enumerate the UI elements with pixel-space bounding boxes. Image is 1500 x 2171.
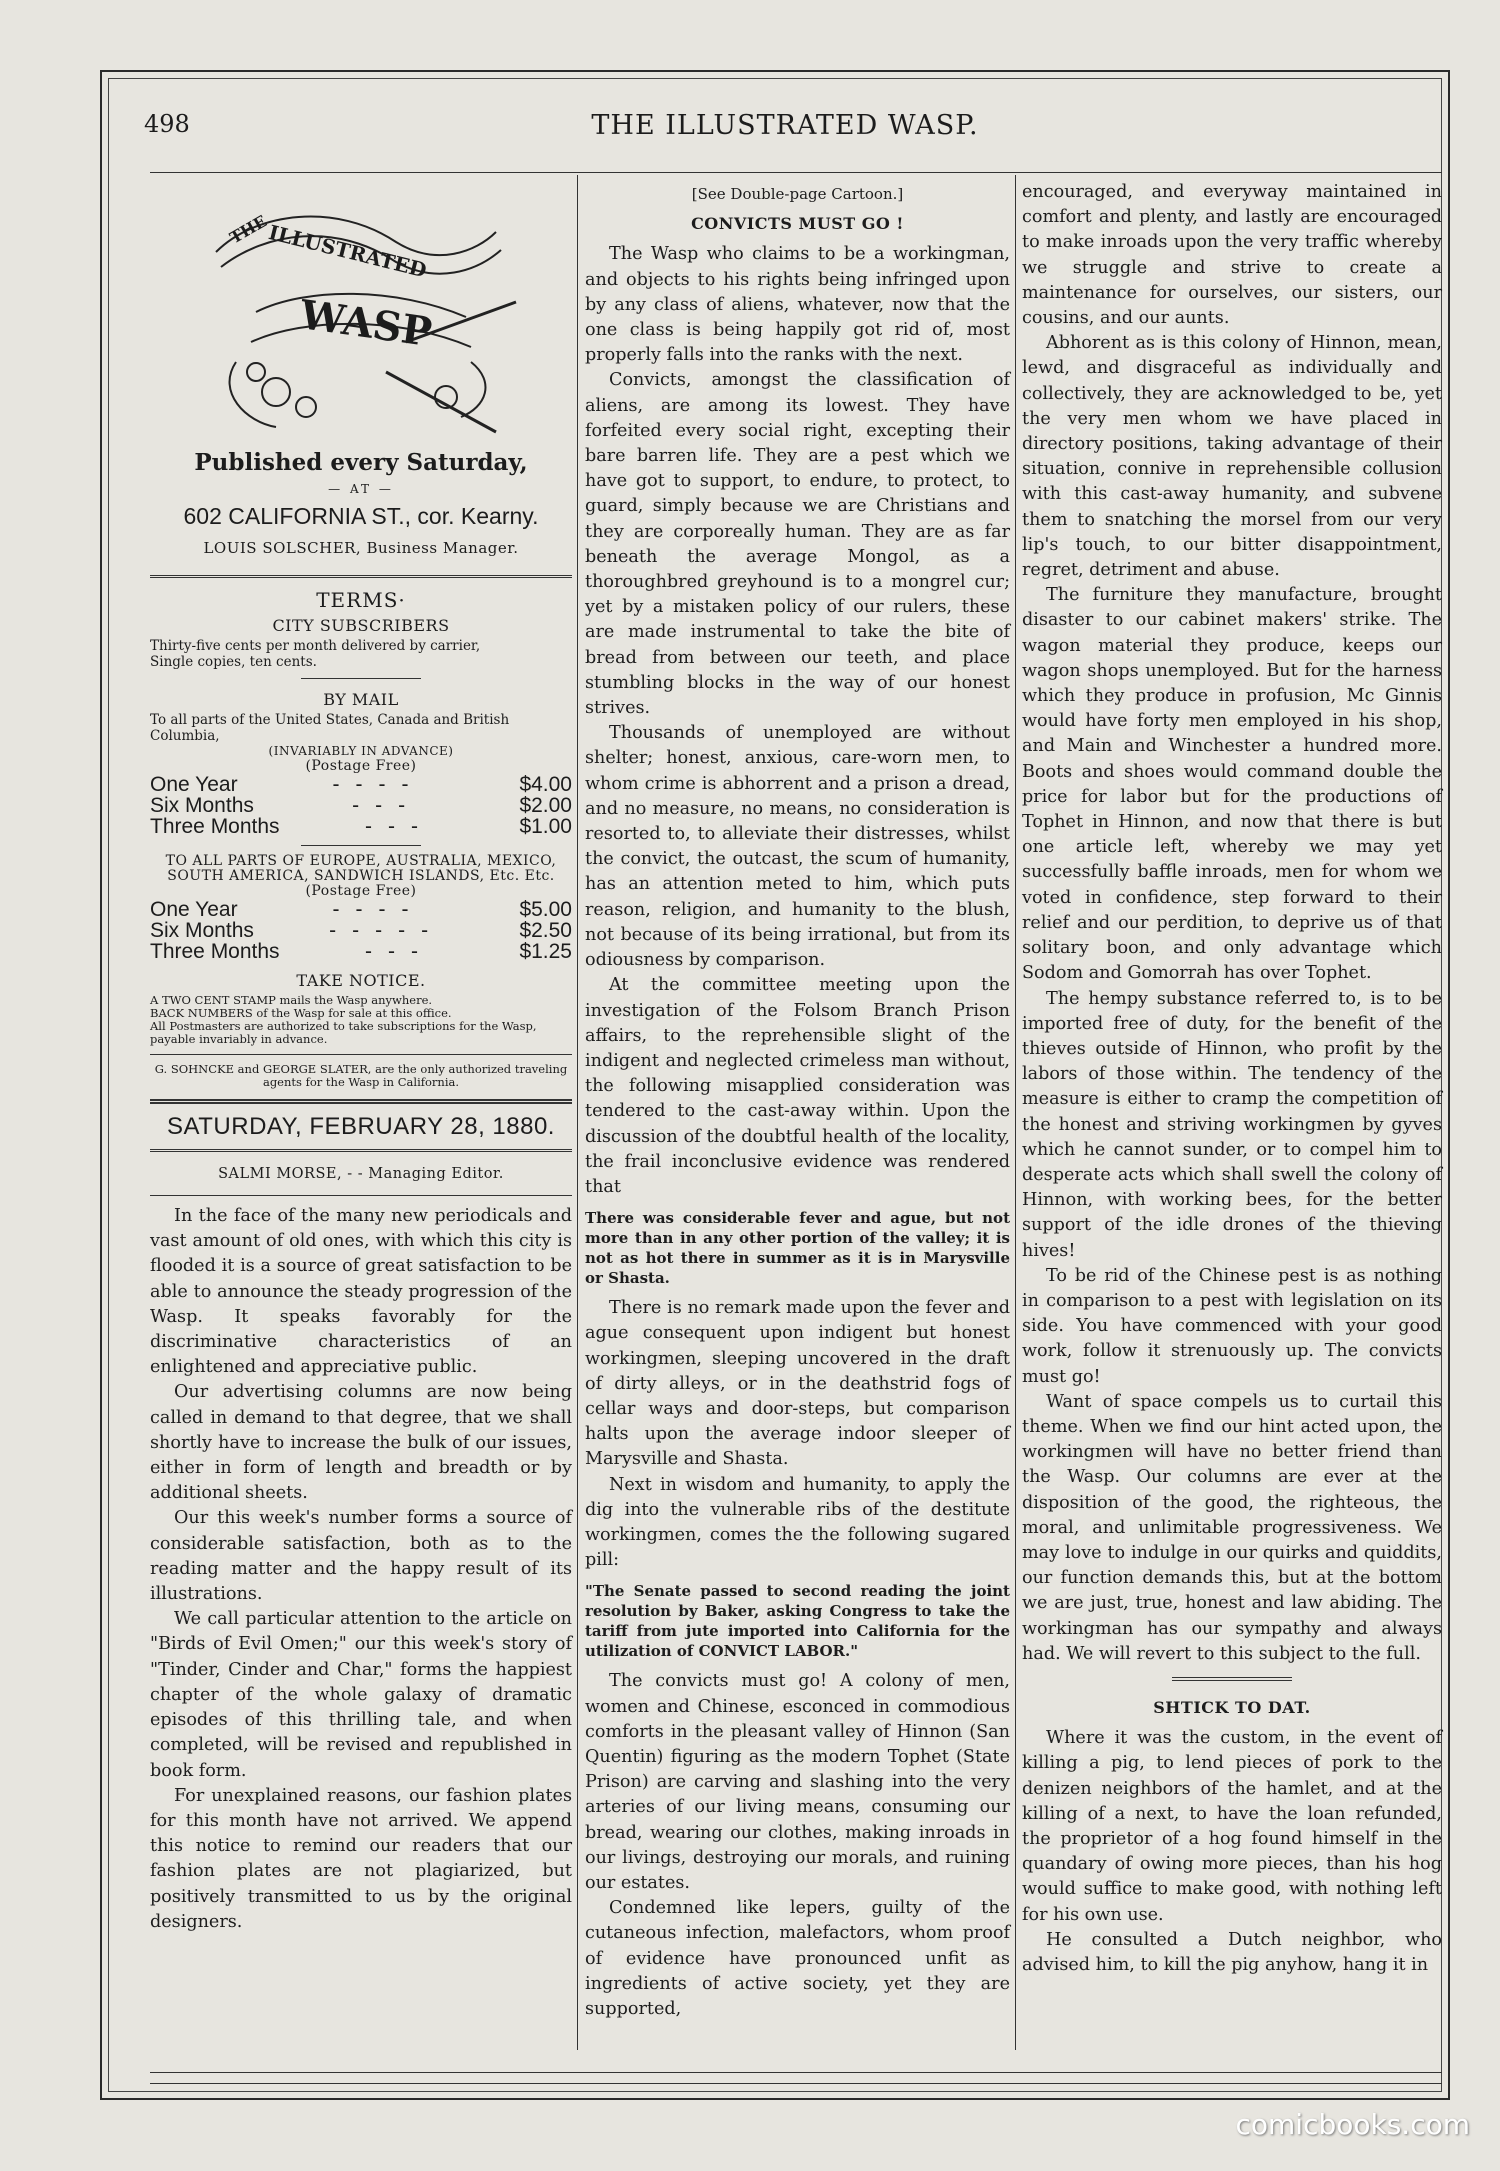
article-paragraph: encouraged, and everyway maintained in comfort and plenty, and lastly are encouraged to make inroads upon the very traffic whereby we struggle and strive to create a maintenance for ourselves, our sisters, our cousins, and our aunts.: [1022, 182, 1442, 329]
rate-price: $1.25: [519, 940, 572, 964]
issue-date: SATURDAY, FEBRUARY 28, 1880.: [167, 1112, 555, 1140]
svg-text:THE: THE: [226, 211, 270, 248]
editorial-body: [150, 1204, 572, 1935]
city-rate-text: Thirty-five cents per month delivered by carrier,: [150, 638, 481, 655]
wasp-logo-icon: [196, 192, 526, 442]
column-3: [1022, 180, 1442, 1978]
at-line: — AT —: [328, 482, 394, 497]
business-manager: LOUIS SOLSCHER, Business Manager.: [203, 538, 519, 557]
by-mail-heading: BY MAIL: [323, 690, 399, 710]
short-rule: [301, 678, 421, 679]
article-paragraph: Abhorent as is this colony of Hinnon, mean, lewd, and disgraceful as individually and collectively, they are acknowledged to be, yet the very men whom we have placed in directory positions, taking advantage of their situation, connive in reprehensible collusion with this cast-away humanity, and subvene them to snatching the morsel from our very lip's touch, to our bitter disappointment, regret, detriment and abuse.: [1022, 333, 1442, 581]
article-paragraph: Thousands of unemployed are without shelter; honest, anxious, care-worn men, to whom crime is abhorrent and a prison a dread, and no measure, no means, no consideration is resorted to, to alleviate their distresses, whilst the convict, the outcast, the scum of humanity, has an attention meted to him, which puts reason, religion, and humanity to the blush, not because of its being irrational, but from its odiousness by comparison.: [585, 723, 1010, 971]
rate-price: $1.00: [519, 815, 572, 839]
article-paragraph: At the committee meeting upon the investigation of the Folsom Branch Prison affairs, to the reprehensible slight of the indigent and neglected crimeless man without, the following misapplied consideration was tendered to the cast-away within. Upon the discussion of the doubtful health of the locality, the frail inconclusive evidence was rendered that: [585, 975, 1010, 1197]
article-title-convicts: CONVICTS MUST GO !: [691, 214, 904, 234]
column-divider-1: [577, 175, 578, 2050]
article-paragraph: Want of space compels us to curtail this theme. When we find our hint acted upon, the workingmen will have no better friend than the Wasp. Our columns are ever at the disposition of the good, the righteous, the moral, and unlimitable progressiveness. We may love to indulge in our quirks and quiddits, our function demands this, but at the bottom we are just, true, honest and law abiding. The workingman has our sympathy and always had. We will revert to this subject to the full.: [1022, 1391, 1442, 1664]
rate-term: Six Months: [150, 919, 254, 943]
address-line: 602 CALIFORNIA ST., cor. Kearny.: [183, 503, 539, 530]
article-paragraph: The Wasp who claims to be a workingman, and objects to his rights being infringed upon by any class of aliens, whatever, now that the one class is being happily got rid of, most properly falls into the ranks with the next.: [585, 244, 1010, 366]
agents-notice: G. SOHNCKE and GEORGE SLATER, are the only authorized traveling agents for the Wasp in California.: [154, 1061, 568, 1089]
rate-row: Three Months --- $1.25: [150, 940, 572, 964]
take-notice-heading: TAKE NOTICE.: [296, 971, 426, 991]
section-rule: [150, 1054, 572, 1055]
published-line: Published every Saturday,: [194, 449, 528, 476]
single-copy-text: Single copies, ten cents.: [150, 654, 317, 671]
domestic-rates-table: [150, 774, 572, 837]
rate-term: One Year: [150, 898, 238, 922]
rate-term: Three Months: [150, 940, 280, 964]
section-rule: [150, 575, 572, 578]
notice-line: All Postmasters are authorized to take subscriptions for the Wasp, payable invariably in advance.: [150, 1018, 537, 1046]
editorial-paragraph: In the face of the many new periodicals and vast amount of old ones, with which this city is flooded it is a source of great satisfaction to be able to announce the steady progression of the Wasp. It speaks favorably for the discriminative characteristics of an enlightened and appreciative public.: [150, 1206, 572, 1378]
short-rule: [301, 845, 421, 846]
column-2: [585, 180, 1010, 2022]
section-rule: [150, 1149, 572, 1152]
running-head: [140, 110, 1430, 150]
section-rule: [150, 1099, 572, 1104]
rate-row: Three Months --- $1.00: [150, 815, 572, 839]
svg-text:WASP: WASP: [297, 291, 435, 357]
cartoon-reference: [See Double-page Cartoon.]: [691, 185, 904, 203]
postage-free-line: (Postage Free): [305, 758, 417, 775]
rate-price: $5.00: [519, 898, 572, 922]
rate-term: One Year: [150, 773, 238, 797]
rate-term: Six Months: [150, 794, 254, 818]
foreign-heading: TO ALL PARTS OF EUROPE, AUSTRALIA, MEXICO, SOUTH AMERICA, SANDWICH ISLANDS, Etc. Etc.: [165, 853, 557, 885]
notice-line: BACK NUMBERS of the Wasp for sale at this office.: [150, 1005, 452, 1020]
article-paragraph: Condemned like lepers, guilty of the cutaneous infection, malefactors, whom proof of evidence have pronounced unfit as ingredients of active society, yet they are supported,: [585, 1898, 1010, 2019]
article-end-rule: [1172, 1677, 1292, 1681]
rate-term: Three Months: [150, 815, 280, 839]
foreign-rates-table: [150, 899, 572, 962]
page-number: 498: [144, 110, 190, 138]
quoted-testimony: [585, 1208, 1010, 1288]
bottom-rules: [150, 2072, 1442, 2084]
column-1: [150, 180, 572, 1935]
city-subscribers-heading: CITY SUBSCRIBERS: [272, 616, 450, 636]
article-paragraph: Convicts, amongst the classification of aliens, are among its lowest. They have forfeited every social right, excepting their bare barren life. They are a pest which we have got to support, to endure, to protect, to guard, simply because we are Christians and they are corporeally human. They are as far beneath the average Mongol, as a thoroughbred greyhound is to a mongrel cur; yet by a mistaken policy of our rulers, these are made instrumental to take the bite of bread from between our teeth, and place stumbling blocks in the way of our honest strives.: [585, 370, 1010, 719]
editorial-paragraph: Our this week's number forms a source of considerable satisfaction, both as to the reading matter and the happy result of its illustrations.: [150, 1508, 572, 1605]
rate-row: Six Months --- $2.00: [150, 794, 572, 818]
terms-heading: TERMS·: [316, 587, 406, 612]
rate-row: One Year ---- $5.00: [150, 898, 572, 922]
notice-line: A TWO CENT STAMP mails the Wasp anywhere.: [150, 992, 433, 1007]
section-rule: [150, 1195, 572, 1196]
editorial-paragraph: For unexplained reasons, our fashion plates for this month have not arrived. We append this notice to remind our readers that our fashion plates are not plagiarized, but positively transmitted to us by the original designers.: [150, 1785, 572, 1932]
managing-editor: SALMI MORSE, - - Managing Editor.: [218, 1165, 504, 1182]
article-paragraph: He consulted a Dutch neighbor, who advised him, to kill the pig anyhow, hang it in: [1022, 1929, 1442, 1976]
journal-title: THE ILLUSTRATED WASP.: [591, 110, 979, 141]
article-paragraph: The hempy substance referred to, is to be imported free of duty, for the benefit of the thieves outside of Hinnon, who profit by the labors of those within. The tendency of the measure is either to cramp the competition of the honest and striving workingmen by gyves which he cannot sunder, or to compel him to desperate acts which shall swell the colony of Hinnon, with working bees, for the better support of the idle drones of the thieving hives!: [1022, 988, 1442, 1261]
masthead-logo: [196, 192, 526, 442]
article-paragraph: Next in wisdom and humanity, to apply the dig into the vulnerable ribs of the destitute workingmen, comes the the following sugared pill:: [585, 1474, 1010, 1571]
editorial-paragraph: We call particular attention to the article on "Birds of Evil Omen;" our this week's story of "Tinder, Cinder and Char," forms the happiest chapter of the whole galaxy of dramatic episodes of this thrilling tale, and when completed, will be revised and republished in book form.: [150, 1609, 572, 1781]
foreign-postage-line: (Postage Free): [305, 883, 417, 900]
article-title-shtick: SHTICK TO DAT.: [1153, 1697, 1311, 1717]
watermark: comicbooks.com: [1235, 2108, 1470, 2141]
invariably-line: (INVARIABLY IN ADVANCE): [268, 744, 454, 759]
article-paragraph: The convicts must go! A colony of men, women and Chinese, esconced in commodious comforts in the pleasant valley of Hinnon (San Quentin) figuring as the modern Tophet (State Prison) are carving and slashing into the very arteries of our living means, consuming our bread, wearing our clothes, making inroads in our livings, destroying our morals, and ruining our estates.: [585, 1671, 1010, 1893]
rate-row: Six Months ----- $2.50: [150, 919, 572, 943]
quote-text: "The Senate passed to second reading the joint resolution by Baker, asking Congress to take the tariff from jute imported into California for the utilization of CONVICT LABOR.": [585, 1582, 1010, 1661]
quote-text: There was considerable fever and ague, but not more than in any other portion of the valley; it is not as hot there in summer as it is in Marysville or Shasta.: [585, 1209, 1010, 1288]
rate-row: One Year ---- $4.00: [150, 773, 572, 797]
article-paragraph: There is no remark made upon the fever and ague consequent upon indigent but honest workingmen, sleeping uncovered in the draft of dirty alleys, or in the deathstrid fogs of cellar ways and door-steps, but comparison halts upon the average indoor sleeper of Marysville and Shasta.: [585, 1298, 1010, 1470]
article-paragraph: Where it was the custom, in the event of killing a pig, to lend pieces of pork to the denizen neighbors of the hamlet, and at the killing of a next, to have the loan refunded, the proprietor of a hog found himself in the quandary of owing more pieces, than his hog would suffice to make good, with nothing left for his own use.: [1022, 1728, 1442, 1925]
column-divider-2: [1015, 175, 1016, 2050]
rate-price: $2.50: [519, 919, 572, 943]
editorial-paragraph: Our advertising columns are now being called in demand to that degree, that we shall shortly have to increase the bulk of our issues, either in form of length and breadth or by additional sheets.: [150, 1382, 572, 1504]
rate-price: $4.00: [519, 773, 572, 797]
svg-text:ILLUSTRATED: ILLUSTRATED: [266, 220, 430, 283]
article-paragraph: To be rid of the Chinese pest is as nothing in comparison to a pest with legislation on its side. You have commenced with your good work, follow it strenuously up. The convicts must go!: [1022, 1265, 1442, 1387]
article-paragraph: The furniture they manufacture, brought disaster to our cabinet makers' strike. The wagon material they produce, keeps our wagon shops unemployed. But for the harness which they produce in profusion, Mc Ginnis would have forty men employed in his shop, and Main and Winchester a hundred more. Boots and shoes would command double the price for labor but for the productions of Tophet in Hinnon, and now that there is but one article left, whereby we may yet successfully baffle inroads, men for whom we voted in confidence, step forward to their relief and our perdition, to deprive us of that solitary boon, and only advantage which Sodom and Gomorrah has over Tophet.: [1022, 585, 1442, 984]
rate-price: $2.00: [519, 794, 572, 818]
quoted-resolution: [585, 1581, 1010, 1661]
header-rule: [150, 172, 1442, 173]
mail-text: To all parts of the United States, Canada and British Columbia,: [150, 712, 510, 745]
